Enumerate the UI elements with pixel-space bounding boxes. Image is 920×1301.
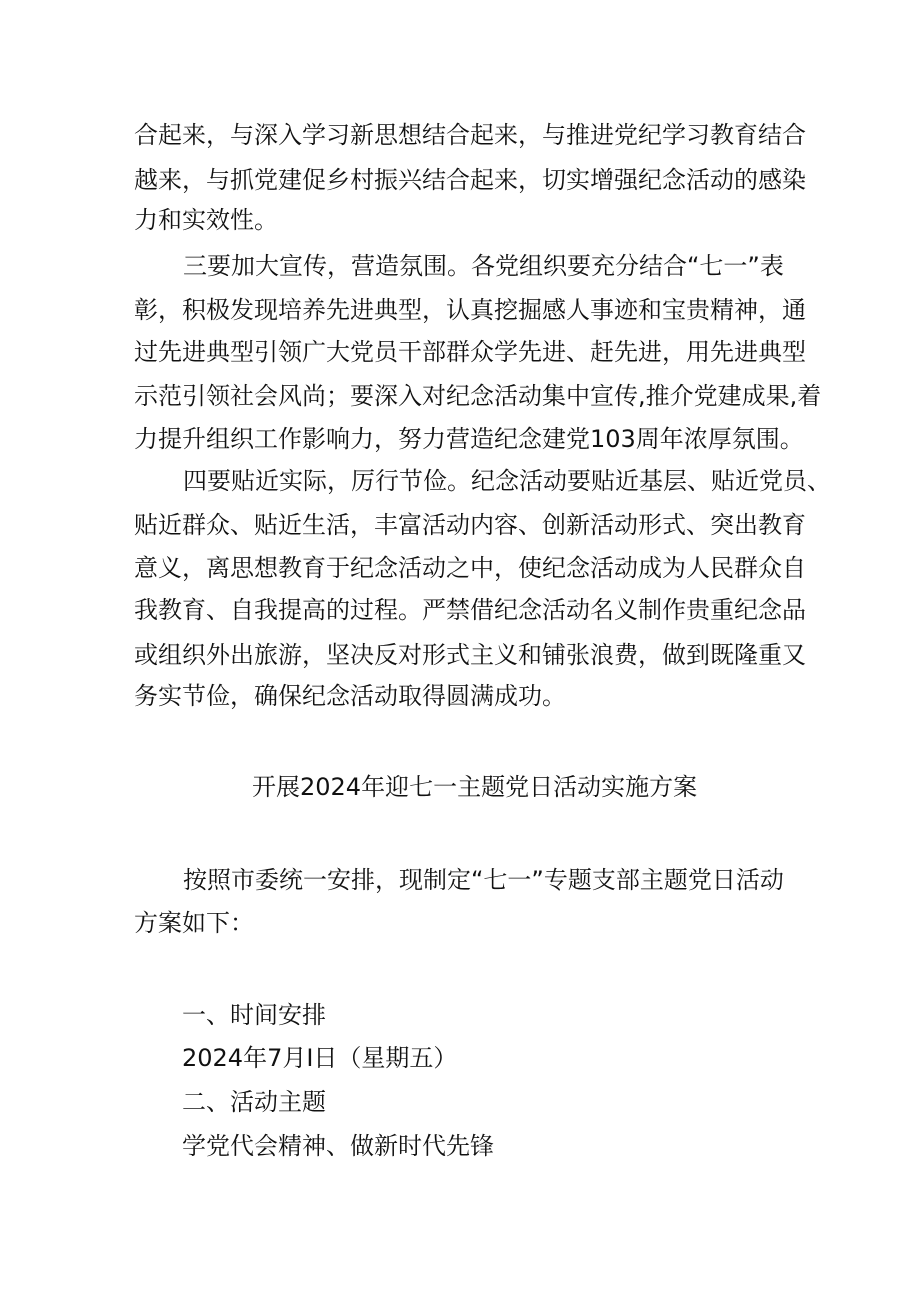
outline-heading-time: 一、时间安排 xyxy=(182,1001,326,1029)
paragraph-line: 彰，积极发现培养先进典型，认真挖掘感人事迹和宝贵精神，通 xyxy=(134,296,806,324)
paragraph-line: 三要加大宣传，营造氛围。各党组织要充分结合“七一”表 xyxy=(183,252,784,280)
outline-date: 2024年7月I日（星期五） xyxy=(182,1044,458,1072)
paragraph-line: 四要贴近实际，厉行节俭。纪念活动要贴近基层、贴近党员、 xyxy=(183,467,831,495)
paragraph-line: 合起来，与深入学习新思想结合起来，与推进党纪学习教育结合 xyxy=(134,121,806,149)
intro-line: 方案如下： xyxy=(134,909,254,937)
section-title: 开展2024年迎七一主题党日活动实施方案 xyxy=(252,773,698,801)
outline-heading-theme: 二、活动主题 xyxy=(182,1088,326,1116)
paragraph-line: 越来，与抓党建促乡村振兴结合起来，切实增强纪念活动的感染 xyxy=(134,166,806,194)
paragraph-line: 过先进典型引领广大党员干部群众学先进、赶先进，用先进典型 xyxy=(134,338,806,366)
paragraph-line: 力和实效性。 xyxy=(134,206,278,234)
paragraph-line: 务实节俭，确保纪念活动取得圆满成功。 xyxy=(134,682,566,710)
paragraph-line: 意义，离思想教育于纪念活动之中，使纪念活动成为人民群众自 xyxy=(134,554,806,582)
paragraph-line: 力提升组织工作影响力，努力营造纪念建党103周年浓厚氛围。 xyxy=(134,425,804,453)
outline-theme: 学党代会精神、做新时代先锋 xyxy=(182,1132,494,1160)
intro-line: 按照市委统一安排，现制定“七一”专题支部主题党日活动 xyxy=(183,866,784,894)
paragraph-line: 示范引领社会风尚；要深入对纪念活动集中宣传,推介党建成果,着 xyxy=(134,382,822,410)
paragraph-line: 或组织外出旅游，坚决反对形式主义和铺张浪费，做到既隆重又 xyxy=(134,641,806,669)
paragraph-line: 我教育、自我提高的过程。严禁借纪念活动名义制作贵重纪念品 xyxy=(134,596,806,624)
paragraph-line: 贴近群众、贴近生活，丰富活动内容、创新活动形式、突出教育 xyxy=(134,511,806,539)
